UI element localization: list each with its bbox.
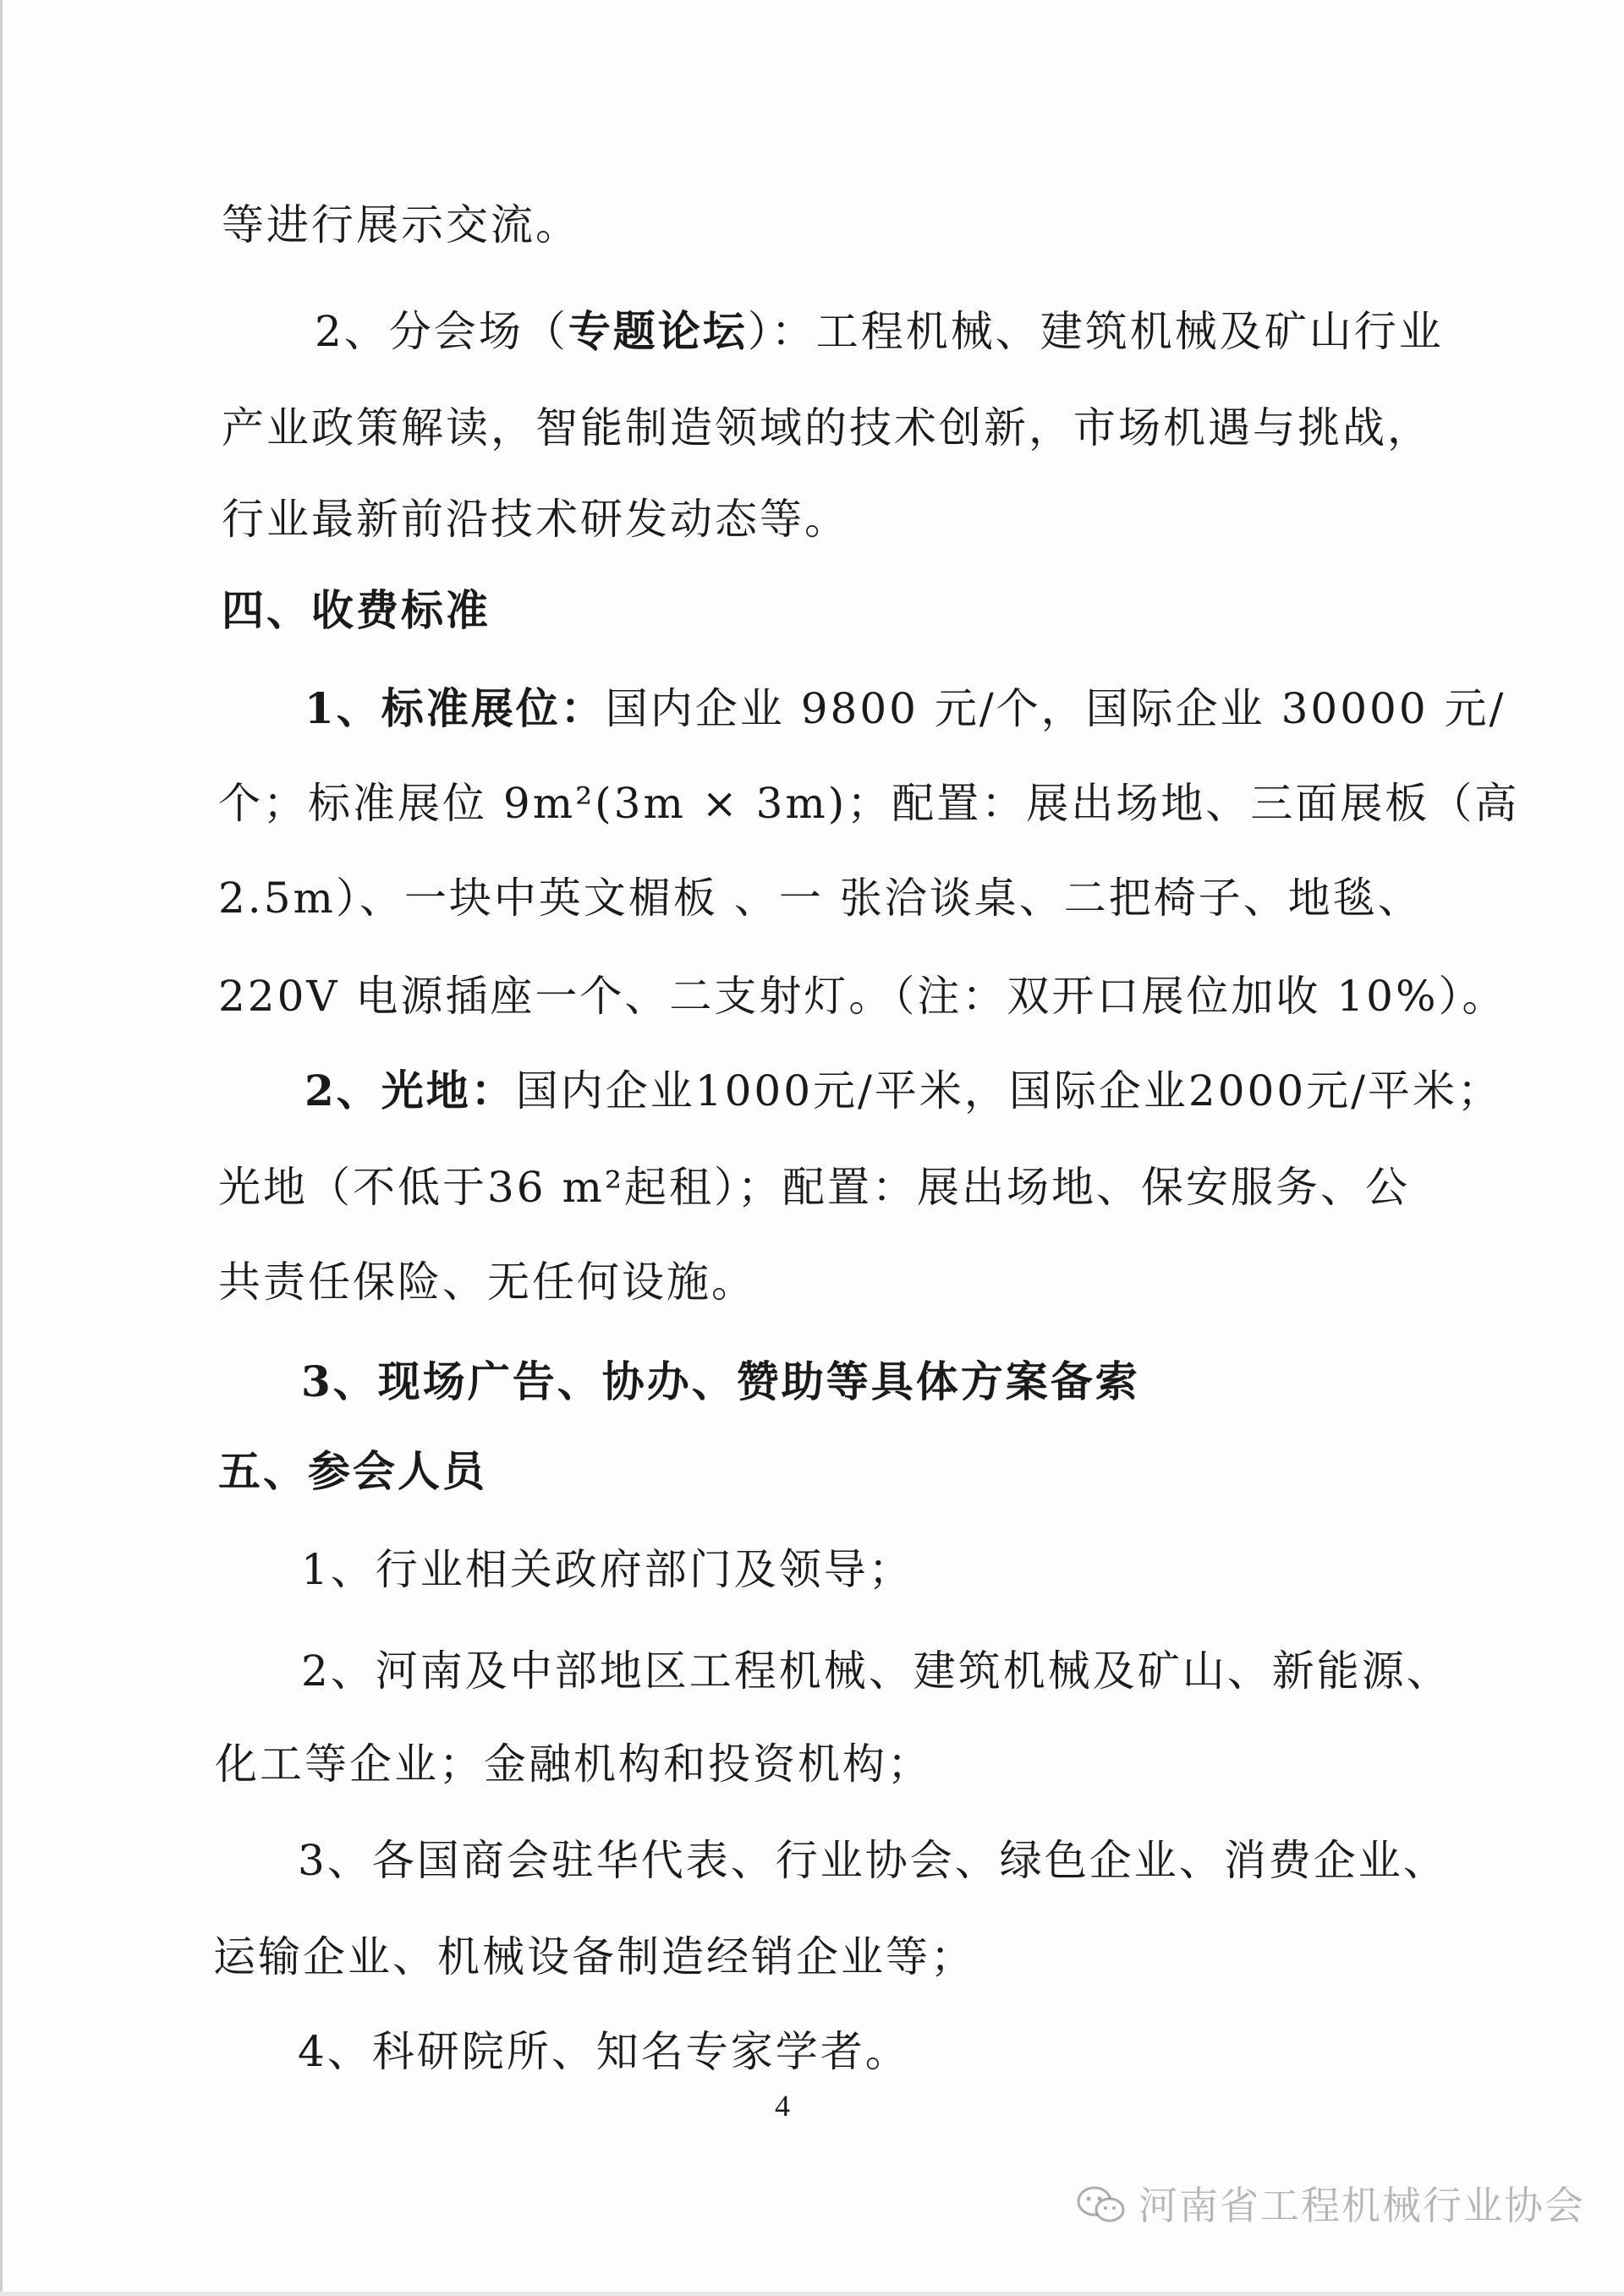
text-line bbox=[315, 306, 1444, 357]
text-segment-bold: 专题论坛 bbox=[568, 306, 748, 356]
text-segment-bold: 2、光地： bbox=[304, 1066, 516, 1115]
scan-mark-left bbox=[0, 0, 3, 2296]
text-line: 2.5m）、一块中英文楣板 、一 张洽谈桌、二把椅子、地毯、 bbox=[218, 874, 1423, 923]
text-segment-bold: 1、标准展位： bbox=[304, 683, 606, 733]
text-segment: 国内企业1000元/平米，国际企业2000元/平米； bbox=[515, 1066, 1502, 1115]
section-heading: 五、参会人员 bbox=[218, 1446, 487, 1496]
text-segment: 国内企业 9800 元/个，国际企业 30000 元/ bbox=[605, 684, 1506, 733]
text-line: 1、行业相关政府部门及领导； bbox=[301, 1545, 914, 1594]
text-line: 3、各国商会驻华代表、行业协会、绿色企业、消费企业、 bbox=[298, 1836, 1448, 1885]
watermark-text: 河南省工程机械行业协会 bbox=[1138, 2183, 1585, 2228]
text-line-bold: 3、现场广告、协办、赞助等具体方案备索 bbox=[301, 1356, 1140, 1406]
watermark bbox=[1076, 2182, 1585, 2229]
text-segment: 2、分会场（ bbox=[315, 307, 568, 356]
text-line: 运输企业、机械设备制造经销企业等； bbox=[213, 1932, 975, 1981]
wechat-icon bbox=[1076, 2184, 1127, 2227]
scan-mark-bottom bbox=[0, 2292, 1624, 2296]
text-line: 产业政策解读，智能制造领域的技术创新，市场机遇与挑战， bbox=[222, 403, 1432, 452]
section-heading: 四、收费标准 bbox=[222, 585, 491, 635]
text-line: 4、科研院所、知名专家学者。 bbox=[298, 2027, 910, 2076]
text-line bbox=[304, 1066, 1502, 1116]
text-segment: ）：工程机械、建筑机械及矿山行业 bbox=[747, 307, 1444, 356]
text-line: 2、河南及中部地区工程机械、建筑机械及矿山、新能源、 bbox=[301, 1647, 1451, 1696]
text-line bbox=[304, 683, 1506, 734]
text-line: 220V 电源插座一个、二支射灯。（注：双开口展位加收 10%）。 bbox=[218, 972, 1507, 1021]
text-line: 化工等企业；金融机构和投资机构； bbox=[215, 1740, 932, 1789]
text-line: 个；标准展位 9m²(3m × 3m)；配置：展出场地、三面展板（高 bbox=[218, 779, 1520, 828]
text-line: 行业最新前沿技术研发动态等。 bbox=[222, 495, 849, 544]
text-line: 等进行展示交流。 bbox=[222, 200, 580, 249]
text-line: 光地（不低于36 m²起租）；配置：展出场地、保安服务、公 bbox=[218, 1163, 1410, 1212]
text-line: 共责任保险、无任何设施。 bbox=[218, 1258, 756, 1307]
page-number: 4 bbox=[775, 2089, 790, 2123]
